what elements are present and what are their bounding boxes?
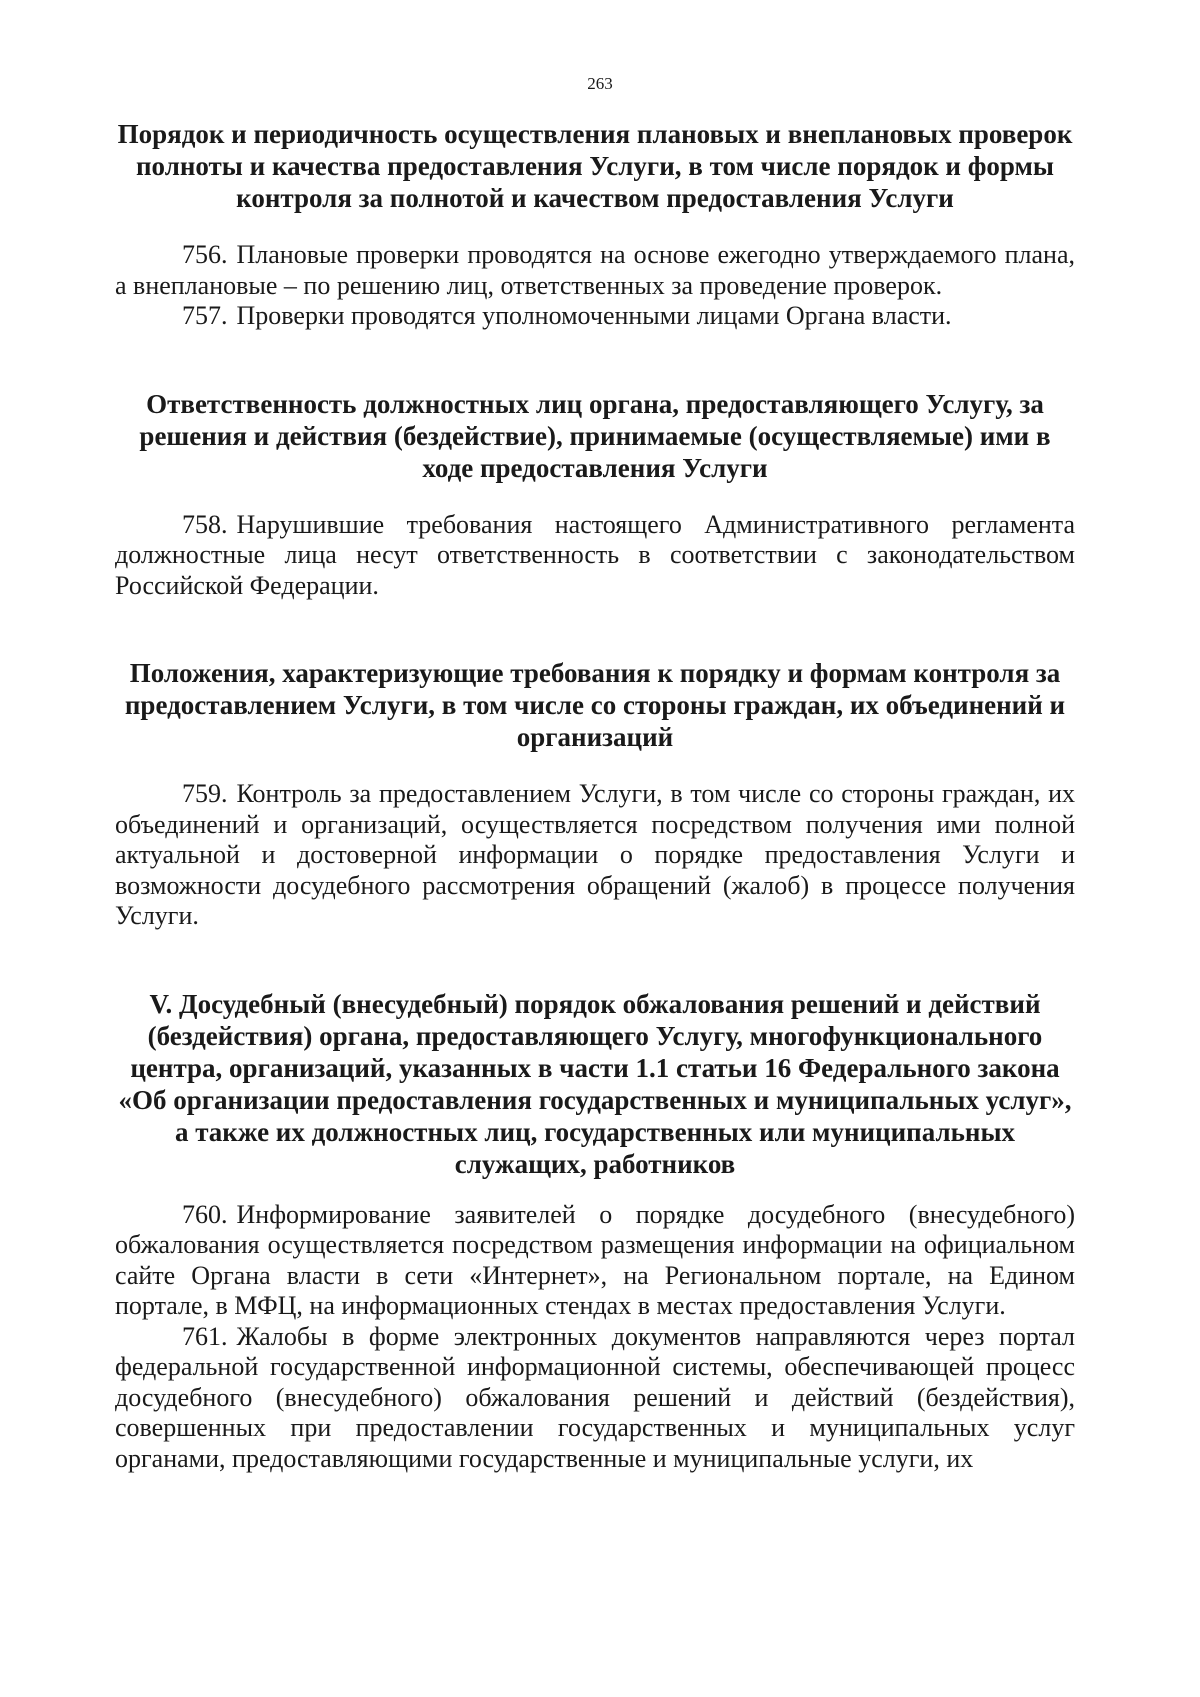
page-content xyxy=(115,118,1075,1474)
paragraph-number: 761. xyxy=(182,1321,228,1351)
paragraph-text: Информирование заявителей о порядке досудебного (внесудебного) обжалования осуществляется посредством размещения информации на официальном сайте Органа власти в сети «Интернет», на Региональном портале, на Едином портале, в МФЦ, на информационных стендах в местах предоставления Услуги. xyxy=(115,1199,1075,1320)
section-heading: Порядок и периодичность осуществления плановых и внеплановых проверок полноты и качества предоставления Услуги, в том числе порядок и формы контроля за полнотой и качеством предоставления Услуги xyxy=(117,119,1073,213)
paragraph-758 xyxy=(115,510,1075,602)
paragraph-number: 758. xyxy=(182,509,228,539)
section-pretrial-appeal xyxy=(115,988,1075,1475)
paragraph-759 xyxy=(115,779,1075,932)
section-planned-inspections xyxy=(115,118,1075,332)
paragraph-number: 760. xyxy=(182,1199,228,1229)
section-heading: V. Досудебный (внесудебный) порядок обжалования решений и действий (бездействия) органа, предоставляющего Услугу, многофункционального центра, организаций, указанных в части 1.1 статьи 16 Федерального закона «Об организации предоставления государственных и муниципальных услуг», а также их должностных лиц, государственных или муниципальных служащих, работников xyxy=(118,988,1072,1179)
paragraph-number: 759. xyxy=(182,779,228,808)
page-number: 263 xyxy=(587,74,613,93)
section-officials-responsibility xyxy=(115,388,1075,602)
paragraph-text: Нарушившие требования настоящего Административного регламента должностные лица несут ответственность в соответствии с законодательством Российской Федерации. xyxy=(115,509,1075,600)
section-heading: Ответственность должностных лиц органа, предоставляющего Услугу, за решения и действия (бездействие), принимаемые (осуществляемые) ими в ходе предоставления Услуги xyxy=(139,388,1051,483)
section-control-requirements xyxy=(115,657,1075,932)
paragraph-number: 757. xyxy=(182,301,228,330)
paragraph-text: Проверки проводятся уполномоченными лицами Органа власти. xyxy=(236,301,952,330)
paragraph-text: Плановые проверки проводятся на основе ежегодно утверждаемого плана, а внеплановые – по решению лиц, ответственных за проведение проверок. xyxy=(115,240,1075,300)
paragraph-text: Контроль за предоставлением Услуги, в том числе со стороны граждан, их объединений и организаций, осуществляется посредством получения ими полной актуальной и достоверной информации о порядке предоставления Услуги и возможности досудебного рассмотрения обращений (жалоб) в процессе получения Услуги. xyxy=(115,779,1075,930)
paragraph-757 xyxy=(115,301,1075,332)
section-heading: Положения, характеризующие требования к порядку и формам контроля за предоставлением Услуги, в том числе со стороны граждан, их объединений и организаций xyxy=(124,658,1066,752)
paragraph-number: 756. xyxy=(182,240,228,269)
paragraph-text: Жалобы в форме электронных документов направляются через портал федеральной государственной информационной системы, обеспечивающей процесс досудебного (внесудебного) обжалования решений и действий (бездействия), совершенных при предоставлении государственных и муниципальных услуг органами, предоставляющими государственные и муниципальные услуги, их xyxy=(115,1321,1075,1473)
paragraph-756 xyxy=(115,240,1075,301)
paragraph-761 xyxy=(115,1322,1075,1475)
paragraph-760 xyxy=(115,1200,1075,1322)
